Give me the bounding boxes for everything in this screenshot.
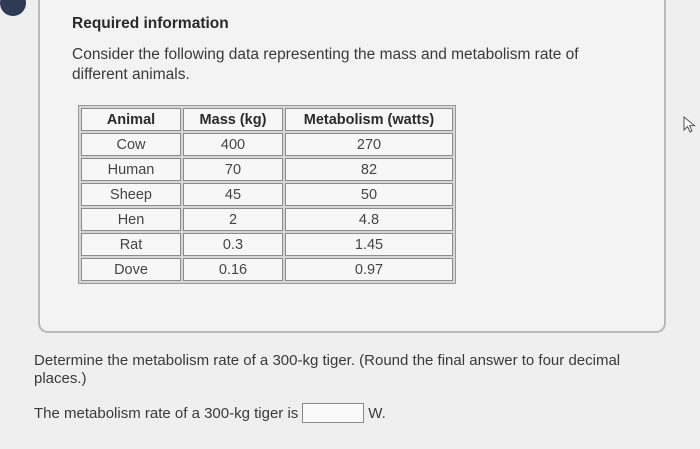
answer-unit: W. <box>368 404 386 422</box>
section-heading: Required information <box>72 15 229 32</box>
table-row <box>81 208 453 231</box>
cell-metabolism: 4.8 <box>285 208 453 231</box>
intro-text: Consider the following data representing the mass and metabolism rate of different animals. <box>72 46 579 83</box>
cell-metabolism: 270 <box>285 133 453 156</box>
header-animal: Animal <box>81 108 181 131</box>
cell-mass: 400 <box>183 133 283 156</box>
table-row <box>81 258 453 281</box>
cell-animal: Rat <box>81 233 181 256</box>
animal-data-table <box>78 105 456 284</box>
answer-prefix: The metabolism rate of a 300-kg tiger is <box>34 404 299 422</box>
metabolism-answer-input[interactable] <box>302 403 364 423</box>
table-row <box>81 158 453 181</box>
cell-animal: Human <box>81 158 181 181</box>
mouse-pointer-icon <box>682 116 698 134</box>
header-metabolism: Metabolism (watts) <box>285 108 453 131</box>
cell-metabolism: 82 <box>285 158 453 181</box>
table-row <box>81 233 453 256</box>
circle-badge-icon <box>0 0 26 16</box>
cell-animal: Hen <box>81 208 181 231</box>
cell-mass: 2 <box>183 208 283 231</box>
cell-metabolism: 1.45 <box>285 233 453 256</box>
answer-line <box>34 403 386 423</box>
table-row <box>81 133 453 156</box>
cell-metabolism: 50 <box>285 183 453 206</box>
cell-mass: 70 <box>183 158 283 181</box>
cell-mass: 0.16 <box>183 258 283 281</box>
cell-metabolism: 0.97 <box>285 258 453 281</box>
cell-mass: 45 <box>183 183 283 206</box>
cell-animal: Dove <box>81 258 181 281</box>
table-row <box>81 183 453 206</box>
cell-animal: Sheep <box>81 183 181 206</box>
cell-mass: 0.3 <box>183 233 283 256</box>
header-mass: Mass (kg) <box>183 108 283 131</box>
cell-animal: Cow <box>81 133 181 156</box>
question-text: Determine the metabolism rate of a 300-kg tiger. (Round the final answer to four decimal places.) <box>34 352 621 387</box>
table-header-row <box>81 108 453 131</box>
